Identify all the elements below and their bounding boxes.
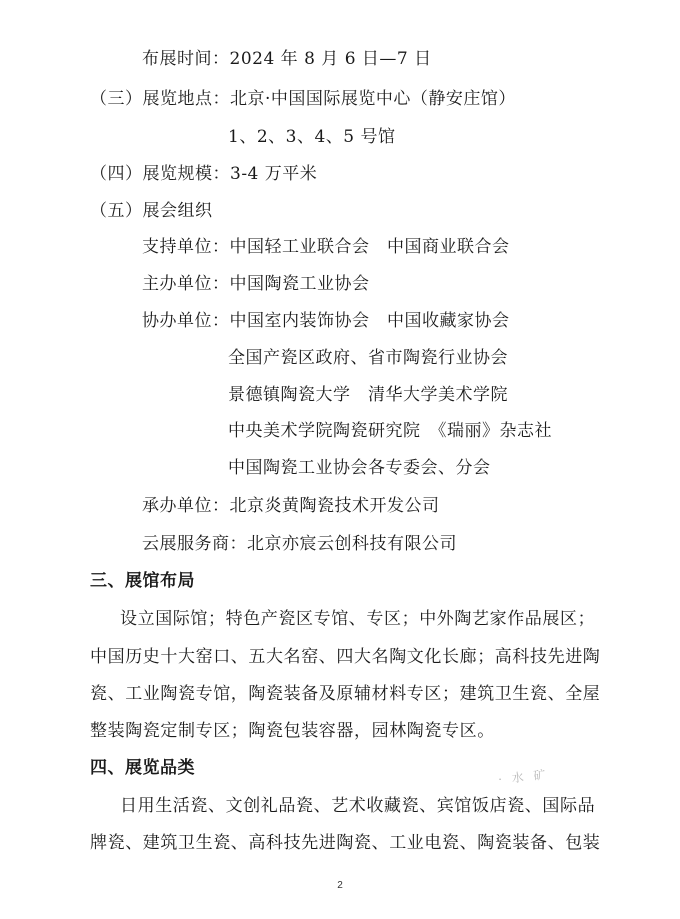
venue: （三）展览地点：北京·中国国际展览中心（静安庄馆）	[90, 89, 516, 109]
section-3-paragraph-line-3: 瓷、工业陶瓷专馆，陶瓷装备及原辅材料专区；建筑卫生瓷、全屋	[90, 684, 601, 704]
faint-stamp-mark: · 水 矿	[497, 767, 550, 787]
co-organizer-3: 景德镇陶瓷大学 清华大学美术学院	[228, 385, 508, 405]
section-4-paragraph-line-2: 牌瓷、建筑卫生瓷、高科技先进陶瓷、工业电瓷、陶瓷装备、包装	[90, 833, 601, 853]
co-organizer-1: 协办单位：中国室内装饰协会 中国收藏家协会	[142, 311, 510, 331]
exhibition-scale: （四）展览规模：3-4 万平米	[90, 164, 318, 184]
co-organizer-5: 中国陶瓷工业协会各专委会、分会	[228, 458, 491, 478]
section-3-paragraph-line-1: 设立国际馆；特色产瓷区专馆、专区；中外陶艺家作品展区；	[120, 609, 596, 629]
section-3-title: 三、展馆布局	[90, 571, 195, 591]
support-units: 支持单位：中国轻工业联合会 中国商业联合会	[142, 237, 510, 257]
host-unit: 主办单位：中国陶瓷工业协会	[142, 274, 370, 294]
page-number: 2	[337, 880, 343, 891]
organization-heading: （五）展会组织	[90, 201, 213, 221]
section-4-paragraph-line-1: 日用生活瓷、文创礼品瓷、艺术收藏瓷、宾馆饭店瓷、国际品	[120, 796, 596, 816]
co-organizer-2: 全国产瓷区政府、省市陶瓷行业协会	[228, 348, 508, 368]
section-4-title: 四、展览品类	[90, 758, 195, 778]
section-3-paragraph-line-4: 整装陶瓷定制专区；陶瓷包装容器，园林陶瓷专区。	[90, 721, 495, 741]
undertaking-unit: 承办单位：北京炎黄陶瓷技术开发公司	[142, 496, 440, 516]
co-organizer-4: 中央美术学院陶瓷研究院 《瑞丽》杂志社	[228, 421, 552, 441]
setup-date: 布展时间：2024 年 8 月 6 日—7 日	[142, 49, 432, 69]
venue-halls: 1、2、3、4、5 号馆	[228, 127, 396, 147]
section-3-paragraph-line-2: 中国历史十大窑口、五大名窑、四大名陶文化长廊；高科技先进陶	[90, 647, 601, 667]
cloud-service-provider: 云展服务商：北京亦宸云创科技有限公司	[142, 534, 457, 554]
